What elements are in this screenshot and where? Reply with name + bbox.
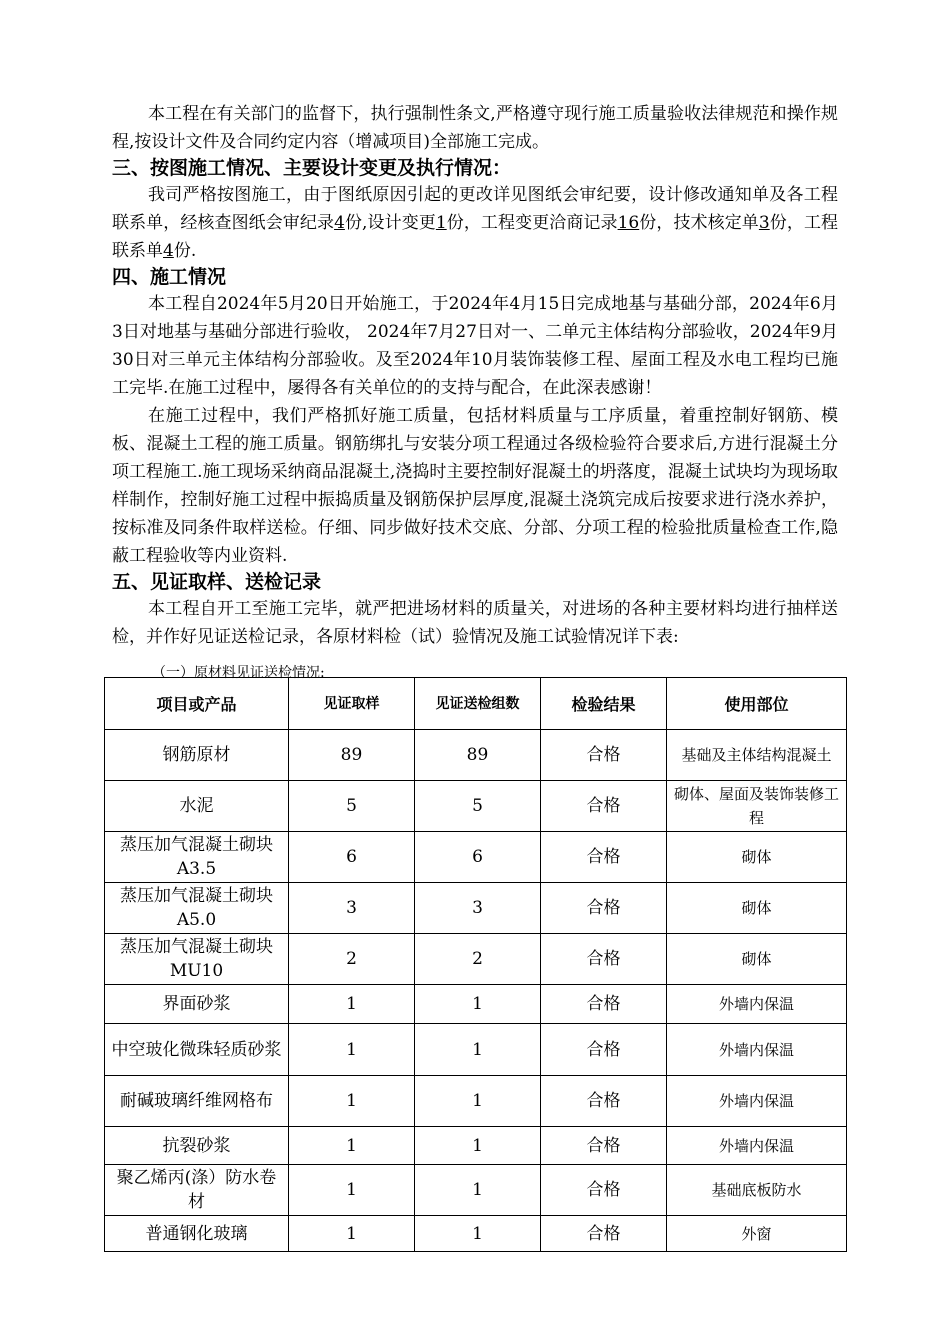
cell-sample: 1 xyxy=(289,1024,415,1076)
cell-use: 砌体、屋面及装饰装修工程 xyxy=(667,781,847,832)
section5-paragraph: 本工程自开工至施工完毕，就严把进场材料的质量关，对进场的各种主要材料均进行抽样送检，并作好见证送检记录，各原材料检（试）验情况及施工试验情况详下表: xyxy=(112,599,838,647)
table-row xyxy=(105,883,847,934)
cell-result: 合格 xyxy=(541,1216,667,1252)
section3-paragraph: 我司严格按图施工，由于图纸原因引起的更改详见图纸会审纪要，设计修改通知单及各工程联系单，经核查图纸会审纪录4份,设计变更1份，工程变更洽商记录16份，技术核定单3份，工程联系单4份. xyxy=(112,185,839,261)
cell-sample: 3 xyxy=(289,883,415,934)
table-row xyxy=(105,730,847,781)
header-sample: 见证取样 xyxy=(289,678,415,730)
cell-groups: 2 xyxy=(415,934,541,985)
cell-item: 蒸压加气混凝土砌块MU10 xyxy=(105,934,289,985)
table-row xyxy=(105,1076,847,1127)
table-row xyxy=(105,781,847,832)
section4-heading: 四、施工情况 xyxy=(112,266,227,288)
cell-result: 合格 xyxy=(541,1127,667,1165)
cell-groups: 1 xyxy=(415,1076,541,1127)
intro-paragraph: 本工程在有关部门的监督下，执行强制性条文,严格遵守现行施工质量验收法律规范和操作规程,按设计文件及合同约定内容（增减项目)全部施工完成。 xyxy=(112,104,838,152)
cell-result: 合格 xyxy=(541,1076,667,1127)
cell-use: 外墙内保温 xyxy=(667,985,847,1024)
cell-groups: 1 xyxy=(415,1127,541,1165)
cell-item: 抗裂砂浆 xyxy=(105,1127,289,1165)
cell-result: 合格 xyxy=(541,781,667,832)
cell-groups: 3 xyxy=(415,883,541,934)
cell-use: 外墙内保温 xyxy=(667,1024,847,1076)
cell-result: 合格 xyxy=(541,832,667,883)
header-groups: 见证送检组数 xyxy=(415,678,541,730)
cell-use: 砌体 xyxy=(667,832,847,883)
cell-groups: 6 xyxy=(415,832,541,883)
cell-sample: 6 xyxy=(289,832,415,883)
cell-sample: 89 xyxy=(289,730,415,781)
count-change-negotiation: 16 xyxy=(617,213,640,233)
cell-sample: 5 xyxy=(289,781,415,832)
cell-result: 合格 xyxy=(541,1165,667,1216)
cell-item: 普通钢化玻璃 xyxy=(105,1216,289,1252)
cell-result: 合格 xyxy=(541,934,667,985)
cell-item: 钢筋原材 xyxy=(105,730,289,781)
table-header-row xyxy=(105,678,847,730)
cell-item: 中空玻化微珠轻质砂浆 xyxy=(105,1024,289,1076)
document-page xyxy=(112,100,838,683)
header-item: 项目或产品 xyxy=(105,678,289,730)
cell-groups: 1 xyxy=(415,1024,541,1076)
count-design-change: 1 xyxy=(435,213,447,233)
cell-result: 合格 xyxy=(541,730,667,781)
cell-groups: 1 xyxy=(415,1165,541,1216)
materials-table xyxy=(104,677,847,1252)
cell-use: 砌体 xyxy=(667,883,847,934)
count-drawing-review: 4 xyxy=(334,213,345,233)
cell-item: 界面砂浆 xyxy=(105,985,289,1024)
header-use: 使用部位 xyxy=(667,678,847,730)
cell-use: 外窗 xyxy=(667,1216,847,1252)
table-row xyxy=(105,1165,847,1216)
cell-item: 耐碱玻璃纤维网格布 xyxy=(105,1076,289,1127)
cell-item: 水泥 xyxy=(105,781,289,832)
section3-heading: 三、按图施工情况、主要设计变更及执行情况： xyxy=(112,157,512,179)
cell-use: 基础底板防水 xyxy=(667,1165,847,1216)
count-contact-sheet: 4 xyxy=(163,241,174,261)
cell-use: 基础及主体结构混凝土 xyxy=(667,730,847,781)
cell-use: 外墙内保温 xyxy=(667,1127,847,1165)
cell-result: 合格 xyxy=(541,985,667,1024)
section5-heading: 五、见证取样、送检记录 xyxy=(112,571,322,593)
cell-sample: 1 xyxy=(289,1165,415,1216)
cell-groups: 1 xyxy=(415,1216,541,1252)
table-caption: （一）原材料见证送检情况: xyxy=(152,665,325,681)
section4-paragraph-2: 在施工过程中，我们严格抓好施工质量，包括材料质量与工序质量，着重控制好钢筋、模板、混凝土工程的施工质量。钢筋绑扎与安装分项工程通过各级检验符合要求后,方进行混凝土分项工程施工.施工现场采纳商品混凝土,浇捣时主要控制好混凝土的坍落度，混凝土试块均为现场取样制作，控制好施工过程中振捣质量及钢筋保护层厚度,混凝土浇筑完成后按要求进行浇水养护，按标准及同条件取样送检。仔细、同步做好技术交底、分部、分项工程的检验批质量检查工作,隐蔽工程验收等内业资料. xyxy=(112,406,838,566)
cell-sample: 2 xyxy=(289,934,415,985)
cell-item: 蒸压加气混凝土砌块A5.0 xyxy=(105,883,289,934)
section4-paragraph-1: 本工程自2024年5月20日开始施工，于2024年4月15日完成地基与基础分部，2024年6月3日对地基与基础分部进行验收， 2024年7月27日对一、二单元主体结构分部验收，2024年9月30日对三单元主体结构分部验收。及至2024年10月装饰装修工程、屋面工程及水电工程均已施工完毕.在施工过程中，屡得各有关单位的的支持与配合，在此深表感谢！ xyxy=(112,294,838,398)
table-row xyxy=(105,934,847,985)
table-row xyxy=(105,1216,847,1252)
table-row xyxy=(105,985,847,1024)
cell-sample: 1 xyxy=(289,985,415,1024)
table-row xyxy=(105,1024,847,1076)
table-row xyxy=(105,1127,847,1165)
header-result: 检验结果 xyxy=(541,678,667,730)
cell-result: 合格 xyxy=(541,1024,667,1076)
count-technical-verification: 3 xyxy=(758,213,770,233)
cell-item: 聚乙烯丙(涤）防水卷材 xyxy=(105,1165,289,1216)
cell-item: 蒸压加气混凝土砌块A3.5 xyxy=(105,832,289,883)
cell-result: 合格 xyxy=(541,883,667,934)
cell-groups: 89 xyxy=(415,730,541,781)
cell-use: 砌体 xyxy=(667,934,847,985)
cell-groups: 5 xyxy=(415,781,541,832)
cell-sample: 1 xyxy=(289,1076,415,1127)
cell-sample: 1 xyxy=(289,1127,415,1165)
cell-groups: 1 xyxy=(415,985,541,1024)
table-row xyxy=(105,832,847,883)
cell-sample: 1 xyxy=(289,1216,415,1252)
cell-use: 外墙内保温 xyxy=(667,1076,847,1127)
